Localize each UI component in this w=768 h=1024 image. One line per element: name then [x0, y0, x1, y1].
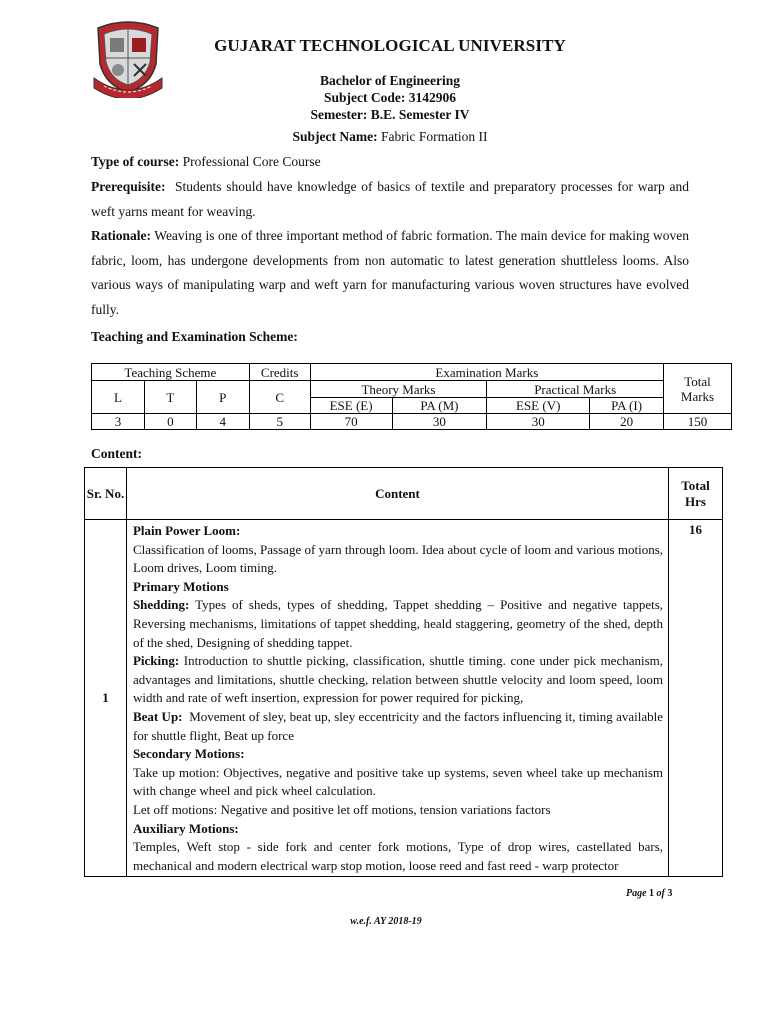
course-type: [91, 150, 689, 175]
rationale-text: Weaving is one of three important method of fabric formation. The main device for making woven fabric, loom, has undergone developments from non automatic to latest generation shuttleless looms. Also various ways of manipulating warp and weft yarn for manufacturing various woven structures have evolved fully.: [91, 228, 689, 317]
rationale: [91, 224, 689, 322]
plain-power-loom-title: Plain Power Loom:: [132, 523, 241, 538]
col-total-hrs: Total Hrs: [669, 468, 723, 520]
examination-marks-header: Examination Marks: [310, 364, 663, 381]
prerequisite-text: Students should have knowledge of basics of textile and preparatory processes for warp and weft yarns meant for weaving.: [91, 179, 690, 219]
value-pa-i: 20: [590, 414, 664, 430]
degree: Bachelor of Engineering: [320, 73, 460, 88]
total-marks-header: Total Marks: [664, 364, 732, 414]
value-p: 4: [196, 414, 249, 430]
auxiliary-motions-title: Auxiliary Motions:: [132, 820, 239, 836]
primary-motions-title: Primary Motions: [132, 578, 229, 594]
value-t: 0: [144, 414, 196, 430]
wef-note: w.e.f. AY 2018-19: [350, 916, 422, 927]
page-total: 3: [667, 888, 673, 899]
beat-up-text: Movement of sley, beat up, sley eccentricity and the factors influencing it, timing available for shuttle flight, Beat up force: [132, 708, 664, 743]
take-up-text: Take up motion: Objectives, negative and positive take up systems, seven wheel take up mechanism with change wheel and pick wheel calculation.: [132, 764, 664, 799]
value-ese-v: 30: [487, 414, 590, 430]
scheme-table: [91, 363, 732, 430]
col-pa-i: PA (I): [590, 398, 664, 414]
col-content: Content: [126, 468, 668, 520]
teaching-scheme-header: Teaching Scheme: [92, 364, 250, 381]
value-l: 3: [92, 414, 145, 430]
shedding-label: Shedding:: [132, 597, 190, 613]
practical-marks-header: Practical Marks: [487, 381, 664, 398]
auxiliary-text: Temples, Weft stop - side fork and center fork motions, Type of drop wires, castellated bars, mechanical and modern electrical warp stop motion, loose reed and fast reed - warp protector: [132, 839, 664, 873]
page-of: of: [654, 888, 668, 899]
page-current: 1: [649, 888, 655, 899]
secondary-motions-title: Secondary Motions:: [132, 746, 245, 762]
content-heading: Content:: [91, 446, 142, 461]
subject-name-label: Subject Name:: [292, 129, 378, 144]
subject-code: Subject Code: 3142906: [324, 90, 456, 105]
col-sr-no: Sr. No.: [85, 468, 127, 520]
value-total: 150: [664, 414, 732, 430]
semester: Semester: B.E. Semester IV: [310, 107, 470, 122]
gtu-logo: [90, 18, 166, 98]
value-pa-m: 30: [392, 414, 487, 430]
subject-name: [150, 129, 630, 145]
plain-power-loom-text: Classification of looms, Passage of yarn through loom. Idea about cycle of loom and various motions, Loom drives, Loom timing.: [132, 541, 664, 576]
credits-header: Credits: [249, 364, 310, 381]
col-ese-e: ESE (E): [310, 398, 392, 414]
content-table: [84, 467, 723, 877]
table-row: [85, 520, 723, 877]
scheme-heading: Teaching and Examination Scheme:: [91, 329, 298, 344]
university-title: GUJARAT TECHNOLOGICAL UNIVERSITY: [214, 36, 566, 55]
col-l: L: [92, 381, 145, 414]
col-ese-v: ESE (V): [487, 398, 590, 414]
subject-name-value: Fabric Formation II: [381, 129, 488, 144]
col-p: P: [196, 381, 249, 414]
shedding-text: Types of sheds, types of shedding, Tappet shedding – Positive and negative tappets, Reversing mechanisms, limitations of tappet shedding, heald staggering, geometry of the shed, depth of the shed, Designing of shedding tappet.: [132, 597, 664, 650]
page-number: [626, 888, 672, 899]
row-content: [126, 520, 668, 877]
prerequisite-label: Prerequisite:: [91, 179, 166, 194]
picking-label: Picking:: [132, 653, 180, 669]
col-c: C: [249, 381, 310, 414]
course-type-label: Type of course:: [91, 154, 180, 169]
picking-text: Introduction to shuttle picking, classification, shuttle timing. cone under pick mechanism, advantages and limitations, shuttle checking, relation between shuttle velocity and loom speed, loom width and rate of weft insertion, expression for power required for picking,: [132, 653, 664, 706]
col-t: T: [144, 381, 196, 414]
theory-marks-header: Theory Marks: [310, 381, 487, 398]
page-prefix: Page: [626, 888, 650, 899]
row-total-hrs: 16: [669, 520, 723, 877]
row-sr-no: 1: [85, 520, 127, 877]
value-c: 5: [249, 414, 310, 430]
rationale-label: Rationale:: [91, 228, 151, 243]
course-type-value: Professional Core Course: [182, 154, 321, 169]
let-off-text: Let off motions: Negative and positive let off motions, tension variations factors: [132, 801, 551, 817]
value-ese-e: 70: [310, 414, 392, 430]
beat-up-label: Beat Up:: [132, 708, 183, 724]
prerequisite: [91, 175, 689, 224]
col-pa-m: PA (M): [392, 398, 487, 414]
